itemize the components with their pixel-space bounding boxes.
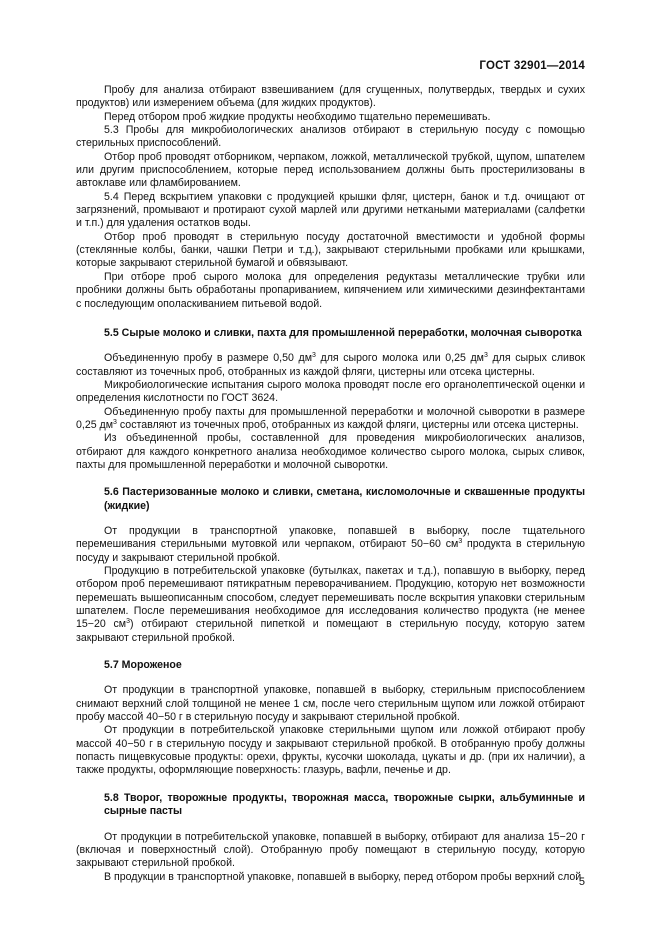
text-run: для сырых сливок составляют из точечных проб, отобранных из каждой фляги, цистерны или отсека цистерны. [76, 352, 585, 378]
paragraph: 5.3 Пробы для микробиологических анализов отбирают в стерильную посуду с помощью стерильных приспособлений. [76, 124, 585, 150]
text-run: Продукцию в потребительской упаковке (бутылках, пакетах и т.д.), попавшую в выборку, перед отбором проб перемешивают пятикратным переворачиванием. Продукцию, которую нет возможности перемешать вышеописанным способом, следует перемешивать после вскрытия упаковки стерильным шпателем. После перемешивания необходимое для исследования количество продукта (не менее 15−20 см [76, 565, 585, 631]
superscript: 3 [126, 618, 130, 626]
text-run: От продукции в транспортной упаковке, попавшей в выборку, после тщательного перемешивания стерильными мутовкой или черпаком, отбирают 50−60 см [76, 524, 585, 551]
text-run: составляют из точечных проб, отобранных из каждой фляги, цистерны или отсека цистерны. [116, 418, 579, 431]
superscript: 3 [458, 538, 463, 546]
paragraph: Перед отбором проб жидкие продукты необходимо тщательно перемешивать. [104, 110, 491, 123]
paragraph: Отбор проб проводят отборником, черпаком, ложкой, металлической трубкой, щупом, шпателем или другим приспособлением, которые перед использованием должны быть простерилизованы в автоклаве или фламбированием. [76, 150, 585, 190]
superscript: 3 [311, 352, 316, 360]
superscript: 3 [483, 352, 488, 360]
paragraph: 5.4 Перед вскрытием упаковки с продукцией крышки фляг, цистерн, банок и т.д. очищают от загрязнений, промывают и протирают сухой марлей или другими неткаными материалами (салфетки и т.п.) для удаления остатков воды. [76, 190, 585, 230]
section-heading-5-6: 5.6 Пастеризованные молоко и сливки, сметана, кисломолочные и сквашенные продукты (жидкие) [104, 486, 585, 512]
text-run: Объединенную пробу пахты для промышленной переработки и молочной сыворотки в размере 0,25 дм [76, 405, 585, 431]
text-run: Объединенную пробу в размере 0,50 дм [104, 352, 312, 365]
document-header: ГОСТ 32901—2014 [479, 60, 585, 72]
section-heading-5-7: 5.7 Мороженое [104, 659, 182, 672]
paragraph [76, 352, 585, 379]
section-heading-5-5: 5.5 Сырые молоко и сливки, пахта для промышленной переработки, молочная сыворотка [104, 326, 582, 339]
text-run: продукта в стерильную посуду и закрывают стерильной пробкой. [76, 538, 585, 564]
superscript: 3 [113, 418, 117, 426]
paragraph [76, 565, 585, 645]
paragraph: Отбор проб проводят в стерильную посуду достаточной вместимости и удобной формы (стеклянные колбы, банки, чашки Петри и т.д.), закрывают стерильными пробками или крышками, которые закрывают стерильной бумагой и обвязывают. [76, 230, 585, 270]
paragraph: От продукции в потребительской упаковке, попавшей в выборку, отбирают для анализа 15−20 г (включая и поверхностный слой). Отобранную пробу помещают в стерильную посуду, которую закрывают стерильной пробкой. [76, 830, 585, 870]
section-heading-5-8: 5.8 Творог, творожные продукты, творожная масса, творожные сырки, альбуминные и сырные пасты [104, 791, 585, 818]
page-number: 5 [578, 876, 585, 888]
paragraph: В продукции в транспортной упаковке, попавшей в выборку, перед отбором пробы верхний слой [104, 870, 582, 883]
paragraph: При отборе проб сырого молока для определения редуктазы металлические трубки или пробники должны быть обработаны пропариванием, кипячением или химическими дезинфектантами с последующим ополаскиванием питьевой водой. [76, 270, 585, 310]
paragraph: От продукции в транспортной упаковке, попавшей в выборку, стерильным приспособлением снимают верхний слой толщиной не менее 1 см, после чего стерильным щупом или ложкой отбирают пробу массой 40−50 г в стерильную посуду и закрывают стерильной пробкой. [76, 684, 585, 724]
paragraph: Из объединенной пробы, составленной для проведения микробиологических анализов, отбирают для каждого конкретного анализа необходимое количество сырого молока, сырых сливок, пахты для промышленной переработки и молочной сыворотки. [76, 432, 585, 471]
text-run: для сырого молока или 0,25 дм [315, 352, 484, 365]
paragraph: Пробу для анализа отбирают взвешиванием (для сгущенных, полутвердых, твердых и сухих продуктов) или измерением объема (для жидких продуктов). [76, 84, 585, 110]
paragraph [76, 525, 585, 565]
paragraph [76, 406, 585, 433]
text-run: ) отбирают стерильной пипеткой и помещают в стерильную посуду, которую затем закрывают стерильной пробкой. [76, 618, 585, 644]
paragraph: Микробиологические испытания сырого молока проводят после его органолептической оценки и определения кислотности по ГОСТ 3624. [76, 378, 585, 405]
document-body [76, 84, 585, 884]
paragraph: От продукции в потребительской упаковке стерильными щупом или ложкой отбирают пробу массой 40−50 г в стерильную посуду и закрывают стерильной пробкой. В отобранную пробу должны попасть пищевкусовые продукты: орехи, фрукты, кусочки шоколада, цукаты и др. (при их наличии), а также продукты, оформляющие поверхность: глазурь, вафли, печенье и др. [76, 724, 585, 777]
